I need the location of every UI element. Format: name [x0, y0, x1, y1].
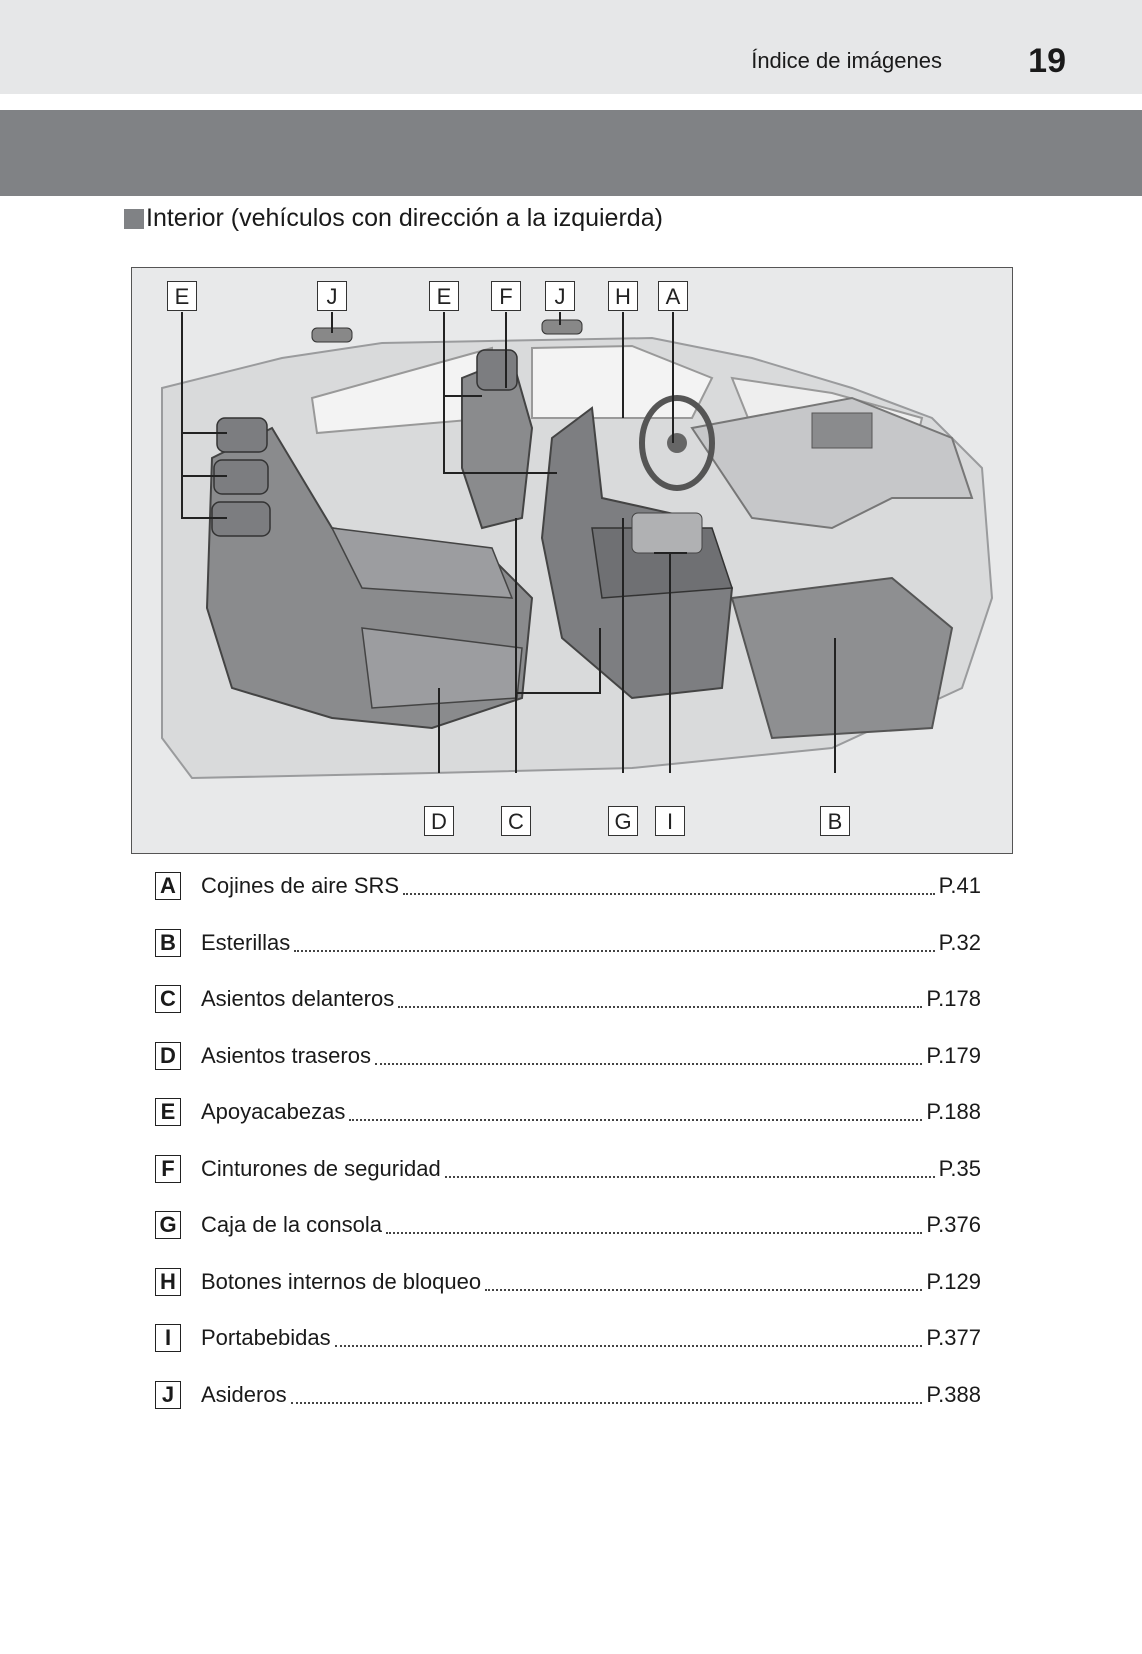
legend-label: Cinturones de seguridad — [201, 1155, 441, 1181]
legend-item — [155, 1153, 981, 1185]
figure-callout-g: G — [608, 806, 638, 836]
legend-key: B — [155, 929, 181, 957]
legend-key: D — [155, 1042, 181, 1070]
legend-dot-leader — [386, 1232, 922, 1234]
header-title: Índice de imágenes — [751, 48, 942, 73]
legend-page-ref: P.32 — [938, 929, 981, 955]
heading-square-icon — [124, 209, 144, 229]
figure-callout-b: B — [820, 806, 850, 836]
legend-dot-leader — [375, 1063, 922, 1065]
legend-page-ref: P.129 — [926, 1268, 981, 1294]
legend-item — [155, 1322, 981, 1354]
legend-item — [155, 927, 981, 959]
legend-key: F — [155, 1155, 181, 1183]
legend-page-ref: P.376 — [926, 1212, 981, 1237]
legend-dot-leader — [403, 893, 934, 895]
legend-key: E — [155, 1098, 181, 1126]
legend-dot-leader — [485, 1289, 922, 1291]
legend-label: Portabebidas — [201, 1325, 331, 1350]
legend-item — [155, 870, 981, 902]
legend-page-ref: P.178 — [926, 986, 981, 1011]
legend-label: Botones internos de bloqueo — [201, 1268, 482, 1294]
figure-callout-e-rear: E — [167, 281, 197, 311]
section-heading — [124, 204, 663, 233]
legend-item — [155, 1096, 981, 1128]
legend-label: Asientos traseros — [201, 1042, 371, 1068]
figure-callout-f: F — [491, 281, 521, 311]
legend-label: Asientos delanteros — [201, 986, 395, 1011]
legend-key: A — [155, 872, 181, 900]
legend-dot-leader — [445, 1176, 935, 1178]
legend-page-ref: P.35 — [938, 1155, 981, 1181]
legend-page-ref: P.179 — [926, 1042, 981, 1068]
legend-dot-leader — [291, 1402, 923, 1404]
header-band — [0, 0, 1142, 94]
legend-label: Esterillas — [201, 929, 291, 955]
legend-key: G — [155, 1211, 181, 1239]
legend-dot-leader — [294, 950, 934, 952]
legend-key: C — [155, 985, 181, 1013]
legend-dot-leader — [398, 1006, 922, 1008]
legend-item — [155, 1040, 981, 1072]
figure-callout-e-front: E — [429, 281, 459, 311]
figure-callout-j-front: J — [545, 281, 575, 311]
legend-key: I — [155, 1324, 181, 1352]
section-heading-text: Interior (vehículos con dirección a la izquierda) — [146, 204, 663, 232]
figure-callout-i: I — [655, 806, 685, 836]
legend-dot-leader — [335, 1345, 923, 1347]
interior-drawing — [132, 268, 1012, 853]
legend-dot-leader — [349, 1119, 922, 1121]
figure-callout-c: C — [501, 806, 531, 836]
legend-label: Asideros — [201, 1381, 287, 1407]
legend-page-ref: P.41 — [938, 873, 981, 898]
interior-illustration — [131, 267, 1013, 854]
legend-item — [155, 1379, 981, 1411]
page-number: 19 — [1028, 42, 1066, 80]
legend-item — [155, 1209, 981, 1241]
legend-item — [155, 1266, 981, 1298]
legend-key: J — [155, 1381, 181, 1409]
legend-label: Caja de la consola — [201, 1212, 383, 1237]
section-band — [0, 110, 1142, 196]
figure-callout-h: H — [608, 281, 638, 311]
legend-item — [155, 983, 981, 1015]
figure-callout-j-rear: J — [317, 281, 347, 311]
legend-label: Cojines de aire SRS — [201, 873, 400, 898]
legend-label: Apoyacabezas — [201, 1099, 346, 1124]
legend-key: H — [155, 1268, 181, 1296]
legend-page-ref: P.377 — [926, 1325, 981, 1350]
legend-page-ref: P.188 — [926, 1099, 981, 1124]
figure-callout-a: A — [658, 281, 688, 311]
figure-callout-d: D — [424, 806, 454, 836]
legend-page-ref: P.388 — [926, 1381, 981, 1407]
